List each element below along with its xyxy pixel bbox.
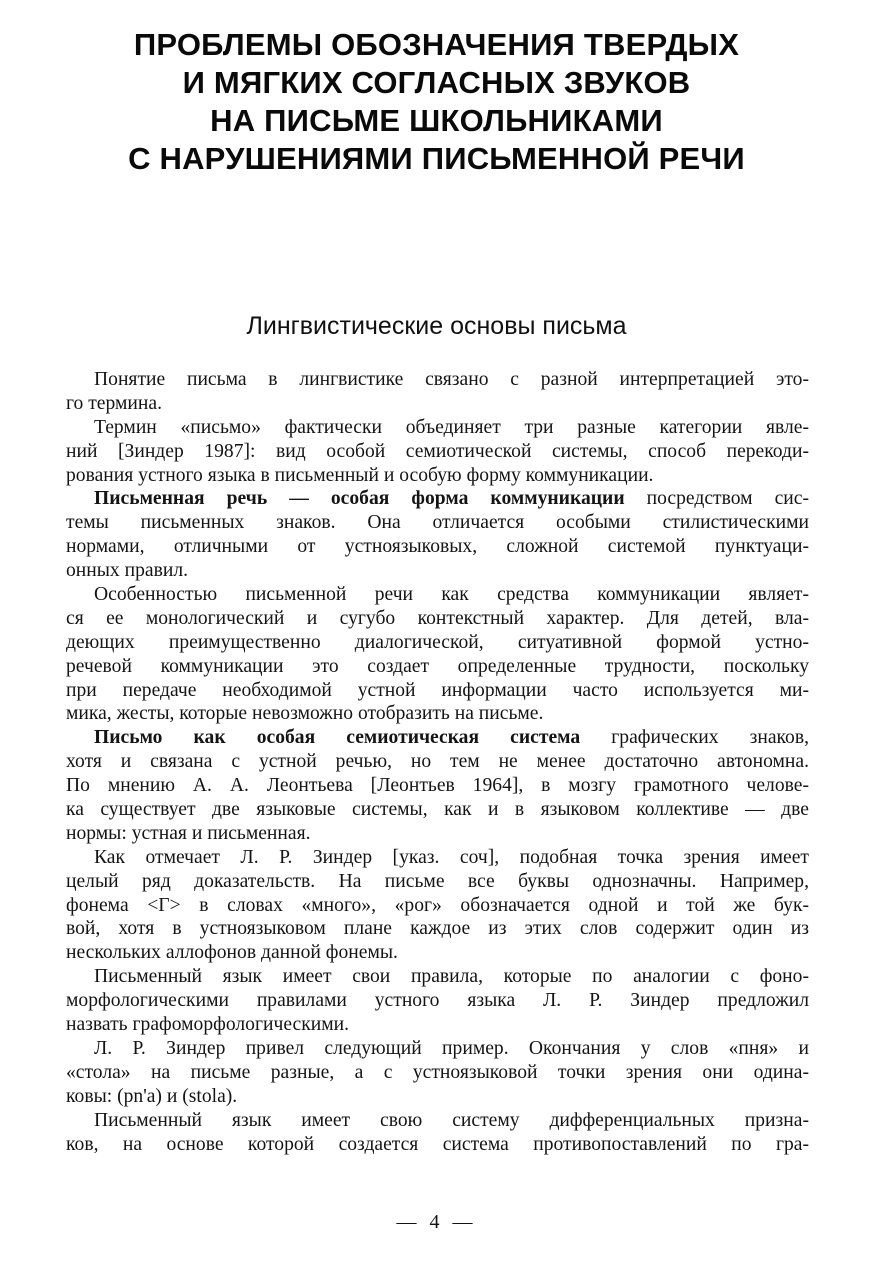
paragraph xyxy=(66,416,809,488)
page-number: — 4 — xyxy=(396,1211,477,1233)
text-line: Письменный язык имеет свою систему дифференциальных призна- xyxy=(94,1109,809,1131)
text-line: мика, жесты, которые невозможно отобразить на письме. xyxy=(66,703,544,725)
paragraph xyxy=(66,487,809,583)
paragraph xyxy=(66,1109,809,1157)
chapter-title-line: НА ПИСЬМЕ ШКОЛЬНИКАМИ xyxy=(210,103,663,138)
text-line: рования устного языка в письменный и особую форму коммуникации. xyxy=(66,464,654,486)
text-line: ний [Зиндер 1987]: вид особой семиотической системы, способ перекоди- xyxy=(66,440,809,462)
chapter-title-line: ПРОБЛЕМЫ ОБОЗНАЧЕНИЯ ТВЕРДЫХ xyxy=(133,27,740,62)
text-line: Как отмечает Л. Р. Зиндер [указ. соч], подобная точка зрения имеет xyxy=(94,846,809,868)
bold-term: Письмо как особая семиотическая система xyxy=(94,727,581,749)
text-line: ковы: (pn'a) и (stola). xyxy=(66,1085,238,1107)
text-line: назвать графоморфологическими. xyxy=(66,1014,349,1036)
text-line: при передаче необходимой устной информации часто используется ми- xyxy=(66,679,809,701)
text-line: го термина. xyxy=(66,392,162,414)
chapter-title-line: С НАРУШЕНИЯМИ ПИСЬМЕННОЙ РЕЧИ xyxy=(128,141,745,176)
text-line xyxy=(66,726,809,750)
paragraph xyxy=(66,846,809,965)
text-line: целый ряд доказательств. На письме все буквы однозначны. Например, xyxy=(66,870,809,892)
text-line: хотя и связана с устной речью, но тем не менее достаточно автономна. xyxy=(66,751,809,773)
bold-term: Письменная речь — особая форма коммуникации xyxy=(94,488,625,510)
text-line: деющих преимущественно диалогической, ситуативной формой устно- xyxy=(66,631,809,653)
paragraph xyxy=(66,1037,809,1109)
chapter-title xyxy=(0,26,873,178)
text-line: Особенностью письменной речи как средства коммуникации являет- xyxy=(94,584,809,606)
text-line: фонема <Г> в словах «много», «рог» обозначается одной и той же бук- xyxy=(66,894,809,916)
text-line: нормы: устная и письменная. xyxy=(66,822,311,844)
text-line: нескольких аллофонов данной фонемы. xyxy=(66,942,398,964)
text-line: «стола» на письме разные, а с устноязыковой точки зрения они одина- xyxy=(66,1061,809,1083)
text-line: ков, на основе которой создается система противопоставлений по гра- xyxy=(66,1133,809,1155)
text-line: Понятие письма в лингвистике связано с разной интерпретацией это- xyxy=(94,369,809,390)
text-run: графических знаков, xyxy=(580,727,809,749)
section-heading: Лингвистические основы письма xyxy=(246,312,627,340)
text-run: посредством сис- xyxy=(624,488,809,510)
text-line: морфологическими правилами устного языка Л. Р. Зиндер предложил xyxy=(66,990,809,1012)
text-line: речевой коммуникации это создает определенные трудности, поскольку xyxy=(66,655,809,677)
paragraph xyxy=(66,726,809,845)
body-text xyxy=(66,368,809,1156)
text-line: ка существует две языковые системы, как и в языковом коллективе — две xyxy=(66,799,809,821)
text-line: ся ее монологический и сугубо контекстный характер. Для детей, вла- xyxy=(66,607,809,629)
text-line: нормами, отличными от устноязыковых, сложной системой пунктуаци- xyxy=(66,536,809,558)
text-line: Термин «письмо» фактически объединяет три разные категории явле- xyxy=(94,416,809,438)
text-line: онных правил. xyxy=(66,560,189,582)
text-line: Письменный язык имеет свои правила, которые по аналогии с фоно- xyxy=(94,966,809,988)
text-line xyxy=(66,487,809,511)
chapter-title-line: И МЯГКИХ СОГЛАСНЫХ ЗВУКОВ xyxy=(182,65,691,100)
text-line: Л. Р. Зиндер привел следующий пример. Окончания у слов «пня» и xyxy=(94,1037,809,1059)
text-line: темы письменных знаков. Она отличается особыми стилистическими xyxy=(66,512,809,534)
paragraph xyxy=(66,368,809,416)
text-line: По мнению А. А. Леонтьева [Леонтьев 1964], в мозгу грамотного челове- xyxy=(66,775,809,797)
paragraph xyxy=(66,583,809,726)
text-line: вой, хотя в устноязыковом плане каждое из этих слов содержит один из xyxy=(66,918,809,940)
paragraph xyxy=(66,965,809,1037)
